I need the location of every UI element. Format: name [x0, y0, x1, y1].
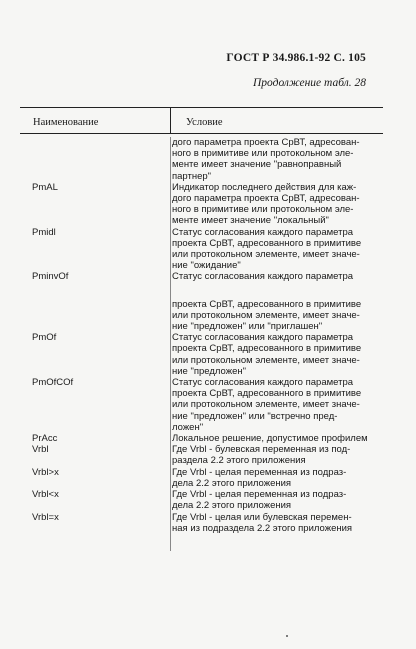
condition-line: или протокольном элементе, имеет значе-: [172, 354, 360, 366]
condition-line: менте имеет значение "локальный": [172, 215, 329, 227]
row-name: Pmidl: [32, 226, 56, 238]
row-name: PrAcc: [32, 433, 58, 445]
row-name: PminvOf: [32, 271, 69, 283]
column-header-name: Наименование: [33, 117, 99, 128]
table-row: [0, 377, 416, 433]
row-condition: [172, 467, 372, 489]
table-row: [0, 444, 416, 466]
condition-line: ние "предложен": [172, 365, 246, 377]
condition-line: ние "предложен" или "встречно пред-: [172, 410, 338, 422]
condition-line: Статус согласования каждого параметра: [172, 226, 354, 238]
condition-line: или протокольном элементе, имеет значе-: [172, 309, 360, 321]
condition-line: ная из подраздела 2.2 этого приложения: [172, 522, 353, 534]
condition-line: Где Vrbl - целая или булевская перемен-: [172, 511, 352, 523]
condition-line: проекта СрВТ, адресованного в примитиве: [172, 388, 362, 400]
condition-line: дела 2.2 этого приложения: [172, 477, 292, 489]
condition-line: ного в примитиве или протокольном эле-: [172, 204, 354, 216]
condition-line: раздела 2.2 этого приложения: [172, 455, 306, 467]
condition-line: менте имеет значение "равноправный: [172, 159, 342, 171]
row-name: PmOfCOf: [32, 377, 74, 389]
condition-line: дела 2.2 этого приложения: [172, 500, 292, 512]
row-condition: [172, 433, 372, 444]
table-row: [0, 467, 416, 489]
table-row: [0, 512, 416, 534]
table-row: [0, 137, 416, 182]
row-gap: [0, 283, 416, 299]
row-name: Vrbl<x: [32, 489, 59, 501]
condition-line: Где Vrbl - булевская переменная из под-: [172, 444, 351, 456]
row-condition: [172, 512, 372, 534]
condition-line: Где Vrbl - целая переменная из подраз-: [172, 466, 347, 478]
table-row: [0, 332, 416, 377]
condition-line: или протокольном элементе, имеет значе-: [172, 249, 360, 261]
condition-line: дого параметра проекта СрВТ, адресован-: [172, 137, 360, 148]
condition-line: ние "предложен" или "приглашен": [172, 321, 323, 333]
row-name: PmAL: [32, 181, 58, 193]
condition-line: проекта СрВТ, адресованного в примитиве: [172, 298, 362, 310]
condition-line: Статус согласования каждого параметра: [172, 271, 354, 283]
condition-line: Индикатор последнего действия для каж-: [172, 181, 357, 193]
row-condition: [172, 271, 372, 282]
condition-line: Статус согласования каждого параметра: [172, 377, 354, 389]
row-name: Vrbl>x: [32, 466, 59, 478]
row-condition: [172, 227, 372, 272]
condition-line: ние "ожидание": [172, 260, 241, 272]
row-condition: [172, 182, 372, 227]
row-condition: [172, 489, 372, 511]
condition-line: Локальное решение, допустимое профилем: [172, 433, 368, 445]
condition-line: Где Vrbl - целая переменная из подраз-: [172, 489, 347, 501]
row-condition: [172, 299, 372, 333]
table-row: [0, 227, 416, 272]
table-row: [0, 489, 416, 511]
condition-line: дого параметра проекта СрВТ, адресован-: [172, 193, 360, 205]
row-condition: [172, 332, 372, 377]
header-column-separator: [170, 108, 171, 134]
row-condition: [172, 444, 372, 466]
table-header-rule: [20, 133, 383, 134]
table-row: [0, 299, 416, 333]
condition-line: ложен": [172, 421, 204, 433]
row-condition: [172, 137, 372, 182]
condition-line: ного в примитиве или протокольном эле-: [172, 148, 354, 160]
row-name: PmOf: [32, 332, 57, 344]
row-name: Vrbl: [32, 444, 49, 456]
table-row: [0, 182, 416, 227]
row-condition: [172, 377, 372, 433]
condition-line: Статус согласования каждого параметра: [172, 332, 354, 344]
page-header: ГОСТ Р 34.986.1-92 С. 105: [226, 52, 366, 64]
condition-line: проекта СрВТ, адресованного в примитиве: [172, 237, 362, 249]
row-name: [0, 299, 172, 333]
definitions-table: [0, 137, 416, 534]
condition-line: или протокольном элементе, имеет значе-: [172, 399, 360, 411]
row-name: Vrbl=x: [32, 511, 59, 523]
scan-speck: [286, 635, 288, 637]
condition-line: партнер": [172, 170, 212, 182]
table-row: [0, 433, 416, 444]
column-header-condition: Условие: [186, 117, 223, 128]
condition-line: проекта СрВТ, адресованного в примитиве: [172, 343, 362, 355]
table-row: [0, 271, 416, 282]
table-continuation-caption: Продолжение табл. 28: [253, 77, 366, 89]
table-top-rule: [20, 107, 383, 108]
row-name: [0, 137, 172, 182]
